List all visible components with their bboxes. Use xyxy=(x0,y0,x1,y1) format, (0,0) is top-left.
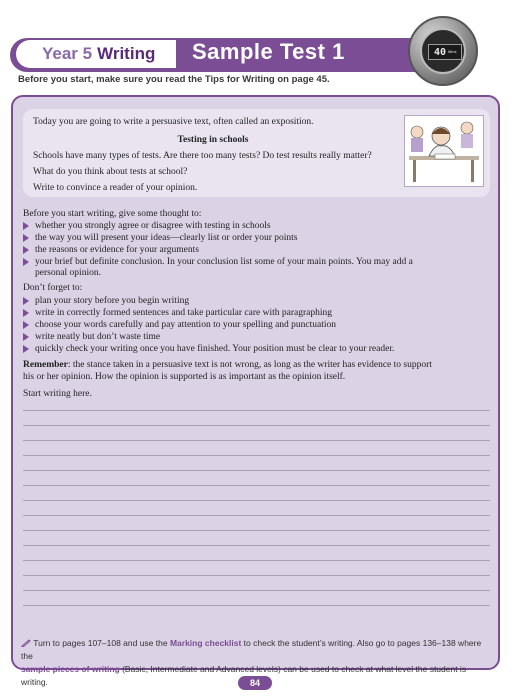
writing-line xyxy=(23,425,490,426)
footer-text: to check the student’s writing. Also go to pages 136–138 where the xyxy=(21,638,482,661)
list-item-text: personal opinion. xyxy=(35,268,101,278)
arrow-bullet-icon xyxy=(23,222,29,230)
list-item-text: quickly check your writing once you have finished. Your position must be clear to your reader. xyxy=(35,344,395,354)
remember-label: Remember xyxy=(23,360,68,370)
writing-line xyxy=(23,560,490,561)
arrow-bullet-icon xyxy=(23,333,29,341)
writing-line xyxy=(23,455,490,456)
page-subtitle: Before you start, make sure you read the Tips for Writing on page 45. xyxy=(18,74,330,85)
writing-line xyxy=(23,605,490,606)
arrow-bullet-icon xyxy=(23,321,29,329)
start-writing-label: Start writing here. xyxy=(23,389,92,399)
page-number: 84 xyxy=(238,676,272,690)
arrow-bullet-icon xyxy=(23,345,29,353)
arrow-bullet-icon xyxy=(23,258,29,266)
writing-line xyxy=(23,470,490,471)
timer-display xyxy=(428,44,462,60)
subject-label: Writing xyxy=(97,44,156,63)
writing-line xyxy=(23,545,490,546)
timer-minutes: 40 xyxy=(433,46,447,58)
prompt-line-1: Today you are going to write a persuasive text, often called an exposition. xyxy=(33,117,314,127)
remember-text: : the stance taken in a persuasive text is not wrong, as long as the writer has evidence to support xyxy=(67,360,432,370)
writing-line xyxy=(23,590,490,591)
prompt-heading: Testing in schools xyxy=(177,135,249,145)
writing-line xyxy=(23,410,490,411)
prompt-line-3: What do you think about tests at school? xyxy=(33,167,188,177)
page-title: Sample Test 1 xyxy=(192,39,345,64)
subject-tab xyxy=(16,40,176,68)
list-item-text: write in correctly formed sentences and take particular care with paragraphing xyxy=(35,308,333,318)
arrow-bullet-icon xyxy=(23,234,29,242)
instructions-lead: Before you start writing, give some thought to: xyxy=(23,209,202,219)
page-header xyxy=(0,0,512,90)
arrow-bullet-icon xyxy=(23,246,29,254)
pen-icon xyxy=(21,639,31,647)
writing-area[interactable] xyxy=(23,410,490,620)
writing-line xyxy=(23,500,490,501)
student-illustration xyxy=(404,115,484,187)
list-item-text: the way you will present your ideas—clearly list or order your points xyxy=(35,233,298,243)
remember-note xyxy=(23,360,432,370)
list-item-text: write neatly but don’t waste time xyxy=(35,332,161,342)
writing-line xyxy=(23,515,490,516)
list-item-text: your brief but definite conclusion. In your conclusion list some of your main points. You may add a xyxy=(35,257,413,267)
writing-line xyxy=(23,485,490,486)
footer-text: Turn to pages 107–108 and use the xyxy=(33,638,170,648)
writing-line xyxy=(23,575,490,576)
list-item-text: whether you strongly agree or disagree with testing in schools xyxy=(35,221,271,231)
timer-face xyxy=(420,28,466,74)
arrow-bullet-icon xyxy=(23,309,29,317)
footer-text: (Basic, Intermediate and Advanced levels) can be used to check at what level the student is writing. xyxy=(21,664,467,687)
writing-line xyxy=(23,530,490,531)
list-item-text: choose your words carefully and pay attention to your spelling and punctuation xyxy=(35,320,337,330)
stopwatch-icon xyxy=(408,16,478,86)
list-item-text: plan your story before you begin writing xyxy=(35,296,190,306)
writing-line xyxy=(23,440,490,441)
list-item-text: the reasons or evidence for your arguments xyxy=(35,245,199,255)
timer-unit: Mins xyxy=(448,49,457,54)
prompt-line-2: Schools have many types of tests. Are there too many tests? Do test results really matter? xyxy=(33,151,372,161)
dont-forget-heading: Don’t forget to: xyxy=(23,283,83,293)
remember-note-continued: his or her opinion. How the opinion is supported is as important as the opinion itself. xyxy=(23,372,346,382)
year-label: Year 5 xyxy=(42,44,93,63)
arrow-bullet-icon xyxy=(23,297,29,305)
marking-checklist-link[interactable]: Marking checklist xyxy=(169,638,242,648)
prompt-line-4: Write to convince a reader of your opinion. xyxy=(33,183,198,193)
sample-pieces-link[interactable]: sample pieces of writing xyxy=(21,664,120,674)
prompt-box xyxy=(23,109,490,197)
